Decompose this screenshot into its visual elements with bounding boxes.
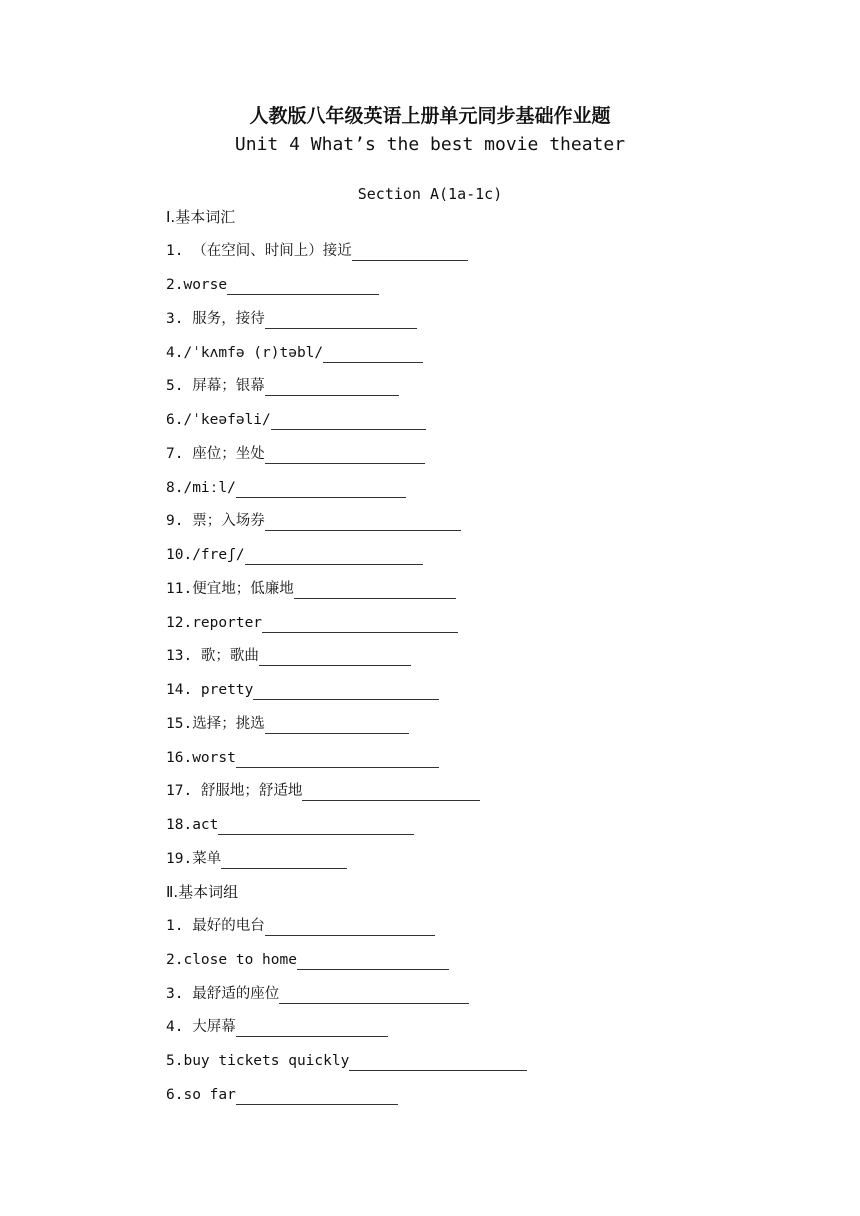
answer-blank[interactable] bbox=[265, 718, 409, 734]
phrase-item bbox=[166, 1085, 398, 1105]
vocab-item bbox=[166, 680, 439, 700]
vocab-item bbox=[166, 714, 409, 734]
vocab-item bbox=[166, 748, 439, 768]
vocab-item-label: 6./ˈkeəfəli/ bbox=[166, 412, 271, 428]
vocab-item bbox=[166, 815, 414, 835]
phrase-item-label: 4. 大屏幕 bbox=[166, 1019, 236, 1035]
vocab-item bbox=[166, 613, 458, 633]
answer-blank[interactable] bbox=[218, 819, 414, 835]
answer-blank[interactable] bbox=[259, 650, 411, 666]
vocab-item-label: 12.reporter bbox=[166, 615, 263, 631]
vocab-item-label: 11.便宜地；低廉地 bbox=[166, 581, 294, 597]
vocab-item-label: 15.选择；挑选 bbox=[166, 716, 265, 732]
vocab-item bbox=[166, 478, 406, 498]
answer-blank[interactable] bbox=[236, 1021, 388, 1037]
vocab-item-label: 1. （在空间、时间上）接近 bbox=[166, 243, 352, 259]
vocab-item bbox=[166, 646, 411, 666]
answer-blank[interactable] bbox=[227, 279, 379, 295]
answer-blank[interactable] bbox=[236, 752, 439, 768]
answer-blank[interactable] bbox=[236, 1089, 398, 1105]
phrase-item-label: 6.so far bbox=[166, 1087, 236, 1103]
phrase-item bbox=[166, 984, 469, 1004]
vocab-item-label: 10./freʃ/ bbox=[166, 547, 245, 563]
answer-blank[interactable] bbox=[294, 583, 456, 599]
vocab-item-label: 13. 歌；歌曲 bbox=[166, 648, 259, 664]
vocab-item bbox=[166, 343, 423, 363]
answer-blank[interactable] bbox=[236, 482, 406, 498]
answer-blank[interactable] bbox=[265, 920, 435, 936]
vocab-item bbox=[166, 511, 461, 531]
part2-heading: Ⅱ.基本词组 bbox=[166, 883, 239, 901]
answer-blank[interactable] bbox=[265, 448, 425, 464]
answer-blank[interactable] bbox=[279, 988, 469, 1004]
phrase-item bbox=[166, 916, 435, 936]
answer-blank[interactable] bbox=[262, 617, 458, 633]
answer-blank[interactable] bbox=[265, 380, 399, 396]
vocab-item-label: 4./ˈkʌmfə (r)təbl/ bbox=[166, 345, 324, 361]
vocab-item-label: 8./miːl/ bbox=[166, 480, 236, 496]
vocab-item bbox=[166, 410, 426, 430]
phrase-item bbox=[166, 950, 449, 970]
section-title: Section A(1a-1c) bbox=[357, 185, 503, 203]
vocab-item bbox=[166, 545, 423, 565]
phrase-item-label: 2.close to home bbox=[166, 952, 297, 968]
vocab-item-label: 14. pretty bbox=[166, 682, 254, 698]
answer-blank[interactable] bbox=[297, 954, 449, 970]
part1-heading: Ⅰ.基本词汇 bbox=[166, 208, 236, 226]
vocab-item bbox=[166, 309, 417, 329]
vocab-item-label: 18.act bbox=[166, 817, 219, 833]
answer-blank[interactable] bbox=[245, 549, 423, 565]
vocab-item bbox=[166, 241, 468, 261]
vocab-item-label: 16.worst bbox=[166, 750, 236, 766]
vocab-item bbox=[166, 275, 379, 295]
phrase-item bbox=[166, 1051, 527, 1071]
answer-blank[interactable] bbox=[302, 785, 480, 801]
vocab-item-label: 9. 票；入场券 bbox=[166, 513, 265, 529]
answer-blank[interactable] bbox=[265, 515, 461, 531]
answer-blank[interactable] bbox=[352, 245, 468, 261]
vocab-item-label: 19.菜单 bbox=[166, 851, 222, 867]
answer-blank[interactable] bbox=[253, 684, 439, 700]
vocab-item bbox=[166, 849, 347, 869]
vocab-item bbox=[166, 781, 480, 801]
phrase-item-label: 5.buy tickets quickly bbox=[166, 1053, 350, 1069]
vocab-item-label: 3. 服务，接待 bbox=[166, 311, 265, 327]
vocab-item bbox=[166, 376, 399, 396]
vocab-item-label: 5. 屏幕；银幕 bbox=[166, 378, 265, 394]
vocab-item-label: 7. 座位；坐处 bbox=[166, 446, 265, 462]
vocab-item-label: 2.worse bbox=[166, 277, 228, 293]
phrase-item-label: 1. 最好的电台 bbox=[166, 918, 265, 934]
answer-blank[interactable] bbox=[221, 853, 347, 869]
answer-blank[interactable] bbox=[265, 313, 417, 329]
vocab-item bbox=[166, 444, 425, 464]
vocab-item bbox=[166, 579, 456, 599]
phrase-item-label: 3. 最舒适的座位 bbox=[166, 986, 280, 1002]
answer-blank[interactable] bbox=[323, 347, 423, 363]
answer-blank[interactable] bbox=[271, 414, 426, 430]
page-title-chinese: 人教版八年级英语上册单元同步基础作业题 bbox=[249, 105, 611, 127]
answer-blank[interactable] bbox=[349, 1055, 527, 1071]
page-title-english: Unit 4 What’s the best movie theater bbox=[234, 134, 626, 155]
phrase-item bbox=[166, 1017, 388, 1037]
vocab-item-label: 17. 舒服地；舒适地 bbox=[166, 783, 303, 799]
